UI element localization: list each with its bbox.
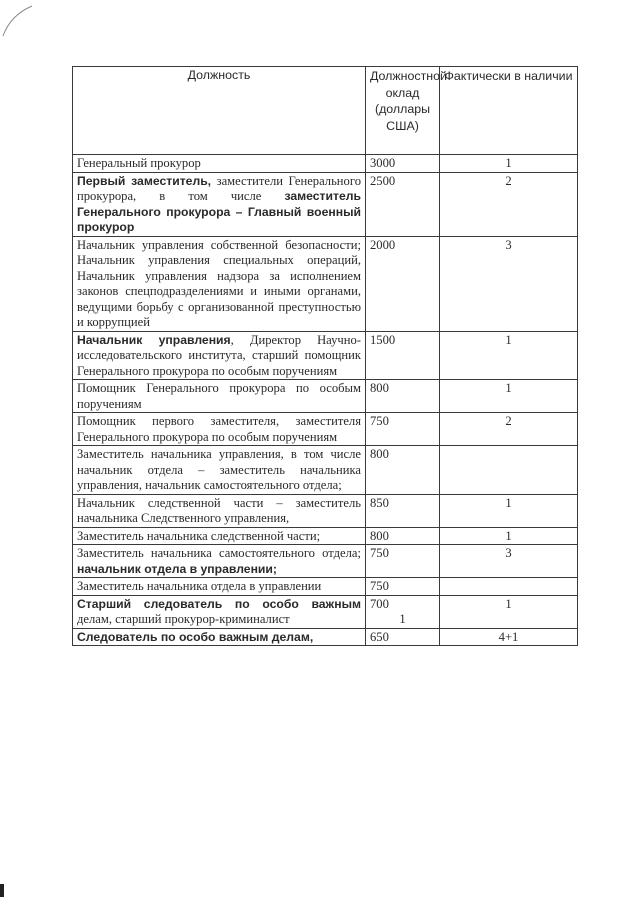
- position-cell: [73, 527, 366, 545]
- table-row: [73, 413, 578, 446]
- binder-hole-mark: [0, 884, 4, 897]
- position-text: Начальник следственной части – заместитель начальника Следственного управления,: [77, 495, 361, 525]
- position-cell: [73, 545, 366, 578]
- salary-value: 800: [370, 447, 389, 461]
- table-row: [73, 172, 578, 236]
- position-text: Заместитель начальника следственной части;: [77, 528, 321, 543]
- position-text: Помощник первого заместителя, заместителя Генерального прокурора по особым поручениям: [77, 414, 361, 444]
- position-cell: [73, 172, 366, 236]
- salary-value: 2000: [370, 237, 396, 252]
- salary-value: 850: [370, 495, 389, 510]
- salary-cell: [366, 578, 440, 596]
- position-text: Заместитель начальника отдела в управлении: [77, 579, 322, 593]
- table-row: [73, 628, 578, 646]
- position-cell: [73, 236, 366, 331]
- table-row: [73, 380, 578, 413]
- actual-count-cell: [440, 578, 578, 596]
- position-text-bold: начальник отдела в управлении;: [77, 561, 277, 576]
- salary-subvalue: 1: [399, 612, 406, 626]
- salary-value: 750: [370, 546, 389, 560]
- position-cell: [73, 494, 366, 527]
- actual-count-cell: [440, 446, 578, 495]
- table-row: [73, 595, 578, 628]
- salary-value: 650: [370, 629, 389, 644]
- salary-cell: [366, 545, 440, 578]
- salary-cell: [366, 172, 440, 236]
- table-row: [73, 236, 578, 331]
- position-cell: [73, 380, 366, 413]
- actual-count-cell: 1: [440, 494, 578, 527]
- position-cell: [73, 628, 366, 646]
- header-position: Должность: [73, 67, 366, 155]
- salary-value: 750: [370, 579, 389, 593]
- salary-value: 750: [370, 414, 389, 428]
- actual-count-cell: 4+1: [440, 628, 578, 646]
- position-cell: [73, 331, 366, 380]
- table-row: [73, 331, 578, 380]
- salary-cell: [366, 380, 440, 413]
- salary-value: 2500: [370, 173, 396, 188]
- position-text-bold: Начальник управления: [77, 332, 231, 347]
- salary-table: [72, 66, 578, 646]
- salary-cell: [366, 331, 440, 380]
- salary-cell: [366, 446, 440, 495]
- salary-value: 800: [370, 381, 389, 395]
- table-row: [73, 155, 578, 173]
- position-text-bold: заместитель Генерального прокурора – Главный военный прокурор: [77, 189, 361, 234]
- salary-cell: [366, 595, 440, 628]
- salary-value: 800: [370, 528, 389, 543]
- position-text: Начальник управления собственной безопасности; Начальник управления специальных операций, Начальник управления надзора за исполнением законов спецподразделениями и иными органами, ведущими борьбу с организованной преступностью и коррупцией: [77, 237, 361, 329]
- salary-cell: [366, 628, 440, 646]
- salary-value: 700: [370, 596, 389, 611]
- header-salary: Должностной оклад (доллары США): [366, 67, 440, 155]
- header-row: [73, 67, 578, 155]
- salary-cell: [366, 527, 440, 545]
- position-cell: [73, 155, 366, 173]
- salary-cell: [366, 236, 440, 331]
- position-text: делам, старший прокурор-криминалист: [77, 612, 290, 626]
- salary-cell: [366, 413, 440, 446]
- position-text: Генеральный прокурор: [77, 156, 201, 170]
- salary-cell: [366, 155, 440, 173]
- position-text: Заместитель начальника самостоятельного отдела;: [77, 546, 361, 560]
- table-row: [73, 545, 578, 578]
- table-row: [73, 494, 578, 527]
- actual-count-cell: 1: [440, 380, 578, 413]
- position-cell: [73, 413, 366, 446]
- position-text: Заместитель начальника управления, в том числе начальник отдела – заместитель начальника управления, начальник самостоятельного отдела;: [77, 447, 361, 492]
- corner-scan-mark: [0, 0, 40, 40]
- salary-value: 1500: [370, 332, 396, 347]
- position-text-bold: Следователь по особо важным делам,: [77, 629, 314, 644]
- position-text-bold: Старший следователь по особо важным: [77, 596, 361, 611]
- position-cell: [73, 595, 366, 628]
- position-text: заместители Генерального прокурора, в том числе: [77, 173, 361, 203]
- actual-count-cell: 1: [440, 595, 578, 628]
- actual-count-cell: 1: [440, 331, 578, 380]
- salary-value: 3000: [370, 156, 396, 170]
- table-row: [73, 578, 578, 596]
- actual-count-cell: 3: [440, 236, 578, 331]
- actual-count-cell: 3: [440, 545, 578, 578]
- position-text: , Директор Научно-исследовательского института, старший помощник Генерального прокурора по особым поручениям: [77, 332, 361, 378]
- position-cell: [73, 446, 366, 495]
- salary-cell: [366, 494, 440, 527]
- actual-count-cell: 1: [440, 155, 578, 173]
- position-text: Помощник Генерального прокурора по особым поручениям: [77, 381, 361, 411]
- position-text-bold: Первый заместитель,: [77, 173, 212, 188]
- table-row: [73, 446, 578, 495]
- position-cell: [73, 578, 366, 596]
- table-row: [73, 527, 578, 545]
- actual-count-cell: 2: [440, 172, 578, 236]
- actual-count-cell: 2: [440, 413, 578, 446]
- header-actual: Фактически в наличии: [440, 67, 578, 155]
- actual-count-cell: 1: [440, 527, 578, 545]
